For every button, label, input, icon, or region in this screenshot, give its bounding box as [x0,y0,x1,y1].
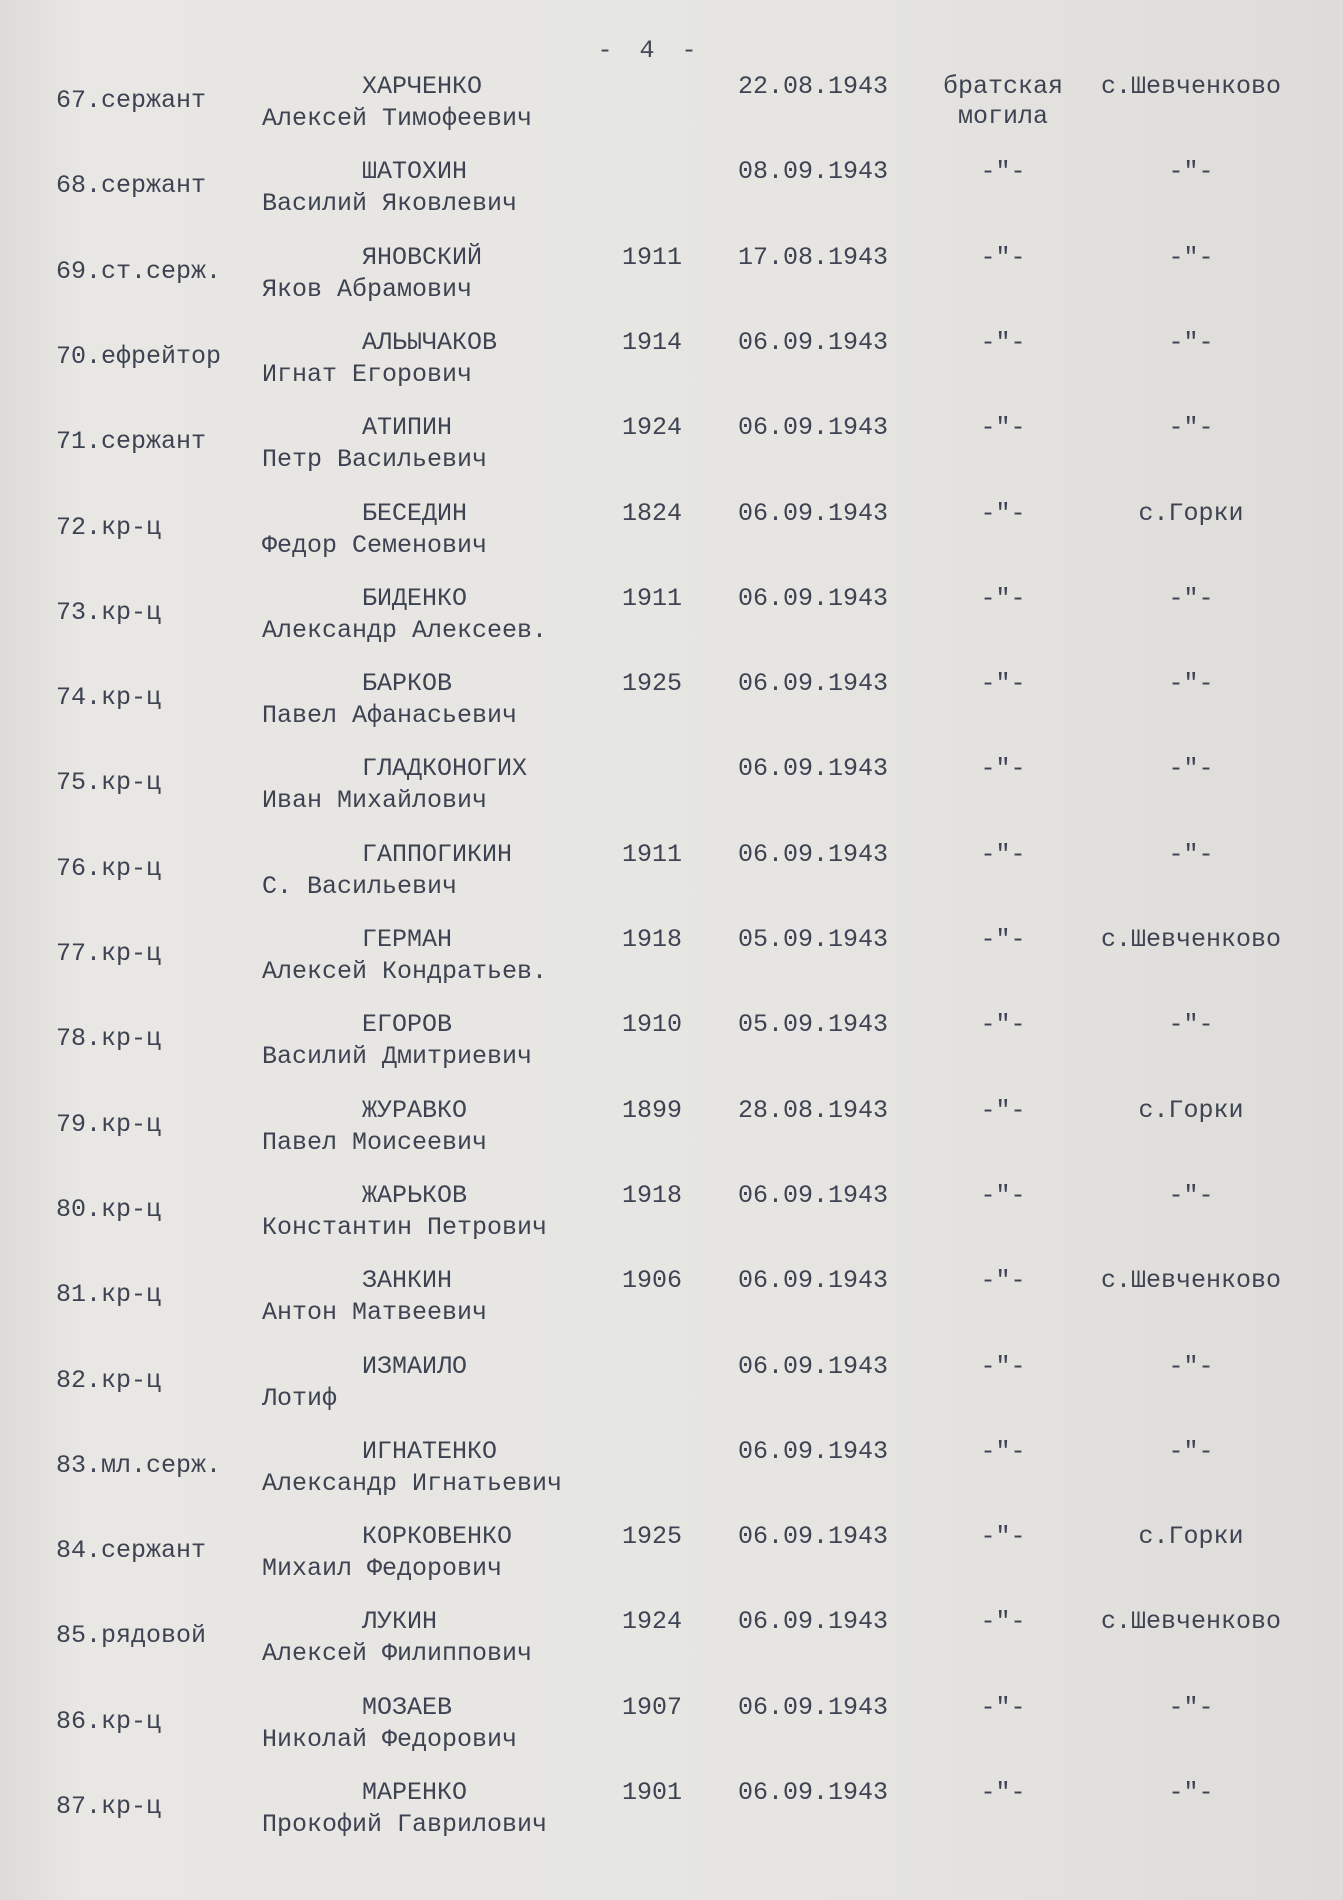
entry-given-name: Николай Федорович [262,1724,518,1754]
entry-death-date: 06.09.1943 [738,583,889,613]
entry-burial-place: с.Шевченково [1100,925,1282,954]
entry-birth-year: 1911 [622,583,683,613]
entry-birth-year: 1925 [622,669,683,699]
entry-birth-year: 1901 [622,1778,683,1807]
entry-burial-type: -"- [980,327,1026,357]
entry-burial-type: -"- [980,413,1026,443]
entry-surname: ИЗМАИЛО [362,1351,468,1381]
entry-number-rank: 84.сержант [56,1536,207,1566]
entry-burial-type: -"- [980,1010,1026,1040]
entry-number-rank: 70.ефрейтор [56,341,222,371]
entry-burial-type: -"- [980,498,1026,528]
entry-birth-year: 1906 [622,1266,683,1296]
entry-given-name: Павел Афанасьевич [262,701,518,731]
entry-death-date: 06.09.1943 [738,669,889,699]
entry-burial-place: с.Шевченково [1100,1607,1282,1637]
entry-birth-year: 1910 [622,1010,683,1040]
entry-surname: ЗАНКИН [362,1266,453,1296]
entry-number-rank: 77.кр-ц [56,939,162,968]
entry-surname: БАРКОВ [362,669,453,699]
entry-given-name: Алексей Филиппович [262,1639,533,1669]
entry-surname: АЛЬЫЧАКОВ [362,327,498,357]
entry-row [0,1010,1343,1090]
entry-number-rank: 79.кр-ц [56,1109,162,1139]
entry-surname: МОЗАЕВ [362,1692,453,1722]
entry-birth-year: 1907 [622,1692,683,1722]
entry-row [0,72,1343,152]
entry-row [0,1693,1343,1773]
entry-given-name: Михаил Федорович [262,1554,503,1584]
entry-death-date: 06.09.1943 [738,754,889,784]
entry-given-name: Алексей Тимофеевич [262,104,533,133]
entry-given-name: Александр Игнатьевич [262,1468,563,1498]
entry-burial-place: -"- [1168,754,1214,784]
entry-burial-type: -"- [980,1266,1026,1296]
entry-birth-year: 1925 [622,1522,683,1552]
entry-death-date: 06.09.1943 [738,839,889,869]
entry-burial-type: -"- [980,1607,1026,1637]
entry-burial-type: -"- [980,839,1026,869]
entry-death-date: 06.09.1943 [738,1180,889,1210]
entry-surname: ЕГОРОВ [362,1010,453,1040]
entry-death-date: 06.09.1943 [738,327,889,357]
entry-given-name: Иван Михайлович [262,786,488,816]
entry-given-name: Игнат Егорович [262,359,473,389]
entry-number-rank: 72.кр-ц [56,512,162,542]
entry-given-name: Петр Васильевич [262,445,488,475]
entry-number-rank: 76.кр-ц [56,853,162,883]
entry-row [0,243,1343,323]
entry-burial-place: -"- [1168,327,1214,357]
entry-row [0,754,1343,834]
entry-death-date: 06.09.1943 [738,1266,889,1296]
entry-surname: БЕСЕДИН [362,498,468,528]
entry-birth-year: 1924 [622,1607,683,1637]
entry-row [0,925,1343,1005]
entry-row [0,1352,1343,1432]
entry-number-rank: 80.кр-ц [56,1194,162,1224]
entry-burial-type: -"- [980,1692,1026,1722]
entry-surname: ГЛАДКОНОГИХ [362,754,528,784]
entry-birth-year: 1914 [622,327,683,357]
entry-row [0,840,1343,920]
entry-surname: ЖАРЬКОВ [362,1180,468,1210]
entry-death-date: 05.09.1943 [738,1010,889,1040]
entry-row [0,413,1343,493]
entry-death-date: 06.09.1943 [738,498,889,528]
entry-surname: ГАППОГИКИН [362,839,513,869]
entry-given-name: Антон Матвеевич [262,1298,488,1328]
entry-given-name: Яков Абрамович [262,274,473,304]
entry-surname: КОРКОВЕНКО [362,1522,513,1552]
entry-row [0,1522,1343,1602]
entry-burial-type: -"- [980,583,1026,613]
entry-number-rank: 75.кр-ц [56,768,162,798]
entry-given-name: Алексей Кондратьев. [262,957,548,986]
entry-burial-place: с.Горки [1138,1095,1244,1125]
entry-surname: МАРЕНКО [362,1778,468,1807]
entry-death-date: 08.09.1943 [738,157,889,187]
entry-death-date: 17.08.1943 [738,242,889,272]
entry-burial-type: -"- [980,925,1026,954]
entry-burial-place: -"- [1168,1436,1214,1466]
entry-death-date: 22.08.1943 [738,72,889,101]
entry-surname: ЛУКИН [362,1607,438,1637]
entry-burial-type: -"- [980,669,1026,699]
entry-burial-place: с.Шевченково [1100,1266,1282,1296]
entry-row [0,1607,1343,1687]
entry-row [0,1266,1343,1346]
entry-birth-year: 1911 [622,242,683,272]
entry-burial-type: -"- [980,1180,1026,1210]
entry-death-date: 05.09.1943 [738,925,889,954]
entry-number-rank: 85.рядовой [56,1621,207,1651]
entry-given-name: Лотиф [262,1383,338,1413]
entry-surname: ИГНАТЕНКО [362,1436,498,1466]
entry-burial-type: братская могила [942,72,1064,131]
entry-burial-place: -"- [1168,1692,1214,1722]
entry-given-name: Прокофий Гаврилович [262,1810,548,1839]
entry-number-rank: 83.мл.серж. [56,1450,222,1480]
entry-birth-year: 1824 [622,498,683,528]
entry-death-date: 06.09.1943 [738,1436,889,1466]
entry-burial-place: -"- [1168,839,1214,869]
entry-row [0,499,1343,579]
entry-given-name: Александр Алексеев. [262,615,548,645]
entry-birth-year: 1918 [622,925,683,954]
entry-burial-type: -"- [980,1436,1026,1466]
entry-burial-place: -"- [1168,1778,1214,1807]
entry-burial-place: -"- [1168,242,1214,272]
entry-burial-place: -"- [1168,1351,1214,1381]
entry-surname: ХАРЧЕНКО [362,72,483,101]
entry-death-date: 06.09.1943 [738,1778,889,1807]
entry-given-name: Константин Петрович [262,1212,548,1242]
entry-row [0,669,1343,749]
entry-surname: АТИПИН [362,413,453,443]
entry-death-date: 28.08.1943 [738,1095,889,1125]
entry-death-date: 06.09.1943 [738,413,889,443]
entry-birth-year: 1899 [622,1095,683,1125]
entry-birth-year: 1924 [622,413,683,443]
entry-burial-type: -"- [980,754,1026,784]
entry-death-date: 06.09.1943 [738,1351,889,1381]
entry-row [0,328,1343,408]
entry-burial-type: -"- [980,1351,1026,1381]
entry-death-date: 06.09.1943 [738,1692,889,1722]
entry-burial-place: -"- [1168,583,1214,613]
entry-burial-type: -"- [980,1522,1026,1552]
entry-birth-year: 1911 [622,839,683,869]
entry-number-rank: 69.ст.серж. [56,256,222,286]
entry-row [0,1437,1343,1517]
entry-number-rank: 86.кр-ц [56,1706,162,1736]
entry-death-date: 06.09.1943 [738,1607,889,1637]
entry-surname: ШАТОХИН [362,157,468,187]
entry-row [0,1778,1343,1858]
entry-burial-type: -"- [980,1095,1026,1125]
entry-number-rank: 82.кр-ц [56,1365,162,1395]
entry-surname: ЯНОВСКИЙ [362,242,483,272]
entry-given-name: Федор Семенович [262,530,488,560]
entry-number-rank: 74.кр-ц [56,683,162,713]
entry-given-name: Павел Моисеевич [262,1127,488,1157]
entry-number-rank: 73.кр-ц [56,597,162,627]
entry-birth-year: 1918 [622,1180,683,1210]
entry-burial-place: -"- [1168,413,1214,443]
entry-surname: ЖУРАВКО [362,1095,468,1125]
entry-number-rank: 81.кр-ц [56,1280,162,1310]
entry-number-rank: 78.кр-ц [56,1024,162,1054]
entry-given-name: С. Васильевич [262,871,458,901]
entry-surname: ГЕРМАН [362,925,453,954]
entry-burial-type: -"- [980,1778,1026,1807]
entry-burial-place: -"- [1168,157,1214,187]
entry-given-name: Василий Дмитриевич [262,1042,533,1072]
entry-row [0,584,1343,664]
entry-number-rank: 68.сержант [56,171,207,201]
entry-given-name: Василий Яковлевич [262,189,518,219]
entry-burial-place: с.Горки [1138,1522,1244,1552]
entry-number-rank: 87.кр-ц [56,1792,162,1821]
entry-burial-place: с.Горки [1138,498,1244,528]
entry-burial-type: -"- [980,242,1026,272]
entry-death-date: 06.09.1943 [738,1522,889,1552]
entry-row [0,1181,1343,1261]
entry-surname: БИДЕНКО [362,583,468,613]
entry-burial-place: с.Шевченково [1100,72,1282,101]
entry-row [0,1096,1343,1176]
entry-number-rank: 67.сержант [56,86,207,115]
entry-burial-place: -"- [1168,1010,1214,1040]
entry-burial-place: -"- [1168,669,1214,699]
entry-number-rank: 71.сержант [56,427,207,457]
entry-burial-place: -"- [1168,1180,1214,1210]
entry-row [0,157,1343,237]
page-number: - 4 - [597,36,703,65]
entry-burial-type: -"- [980,157,1026,187]
